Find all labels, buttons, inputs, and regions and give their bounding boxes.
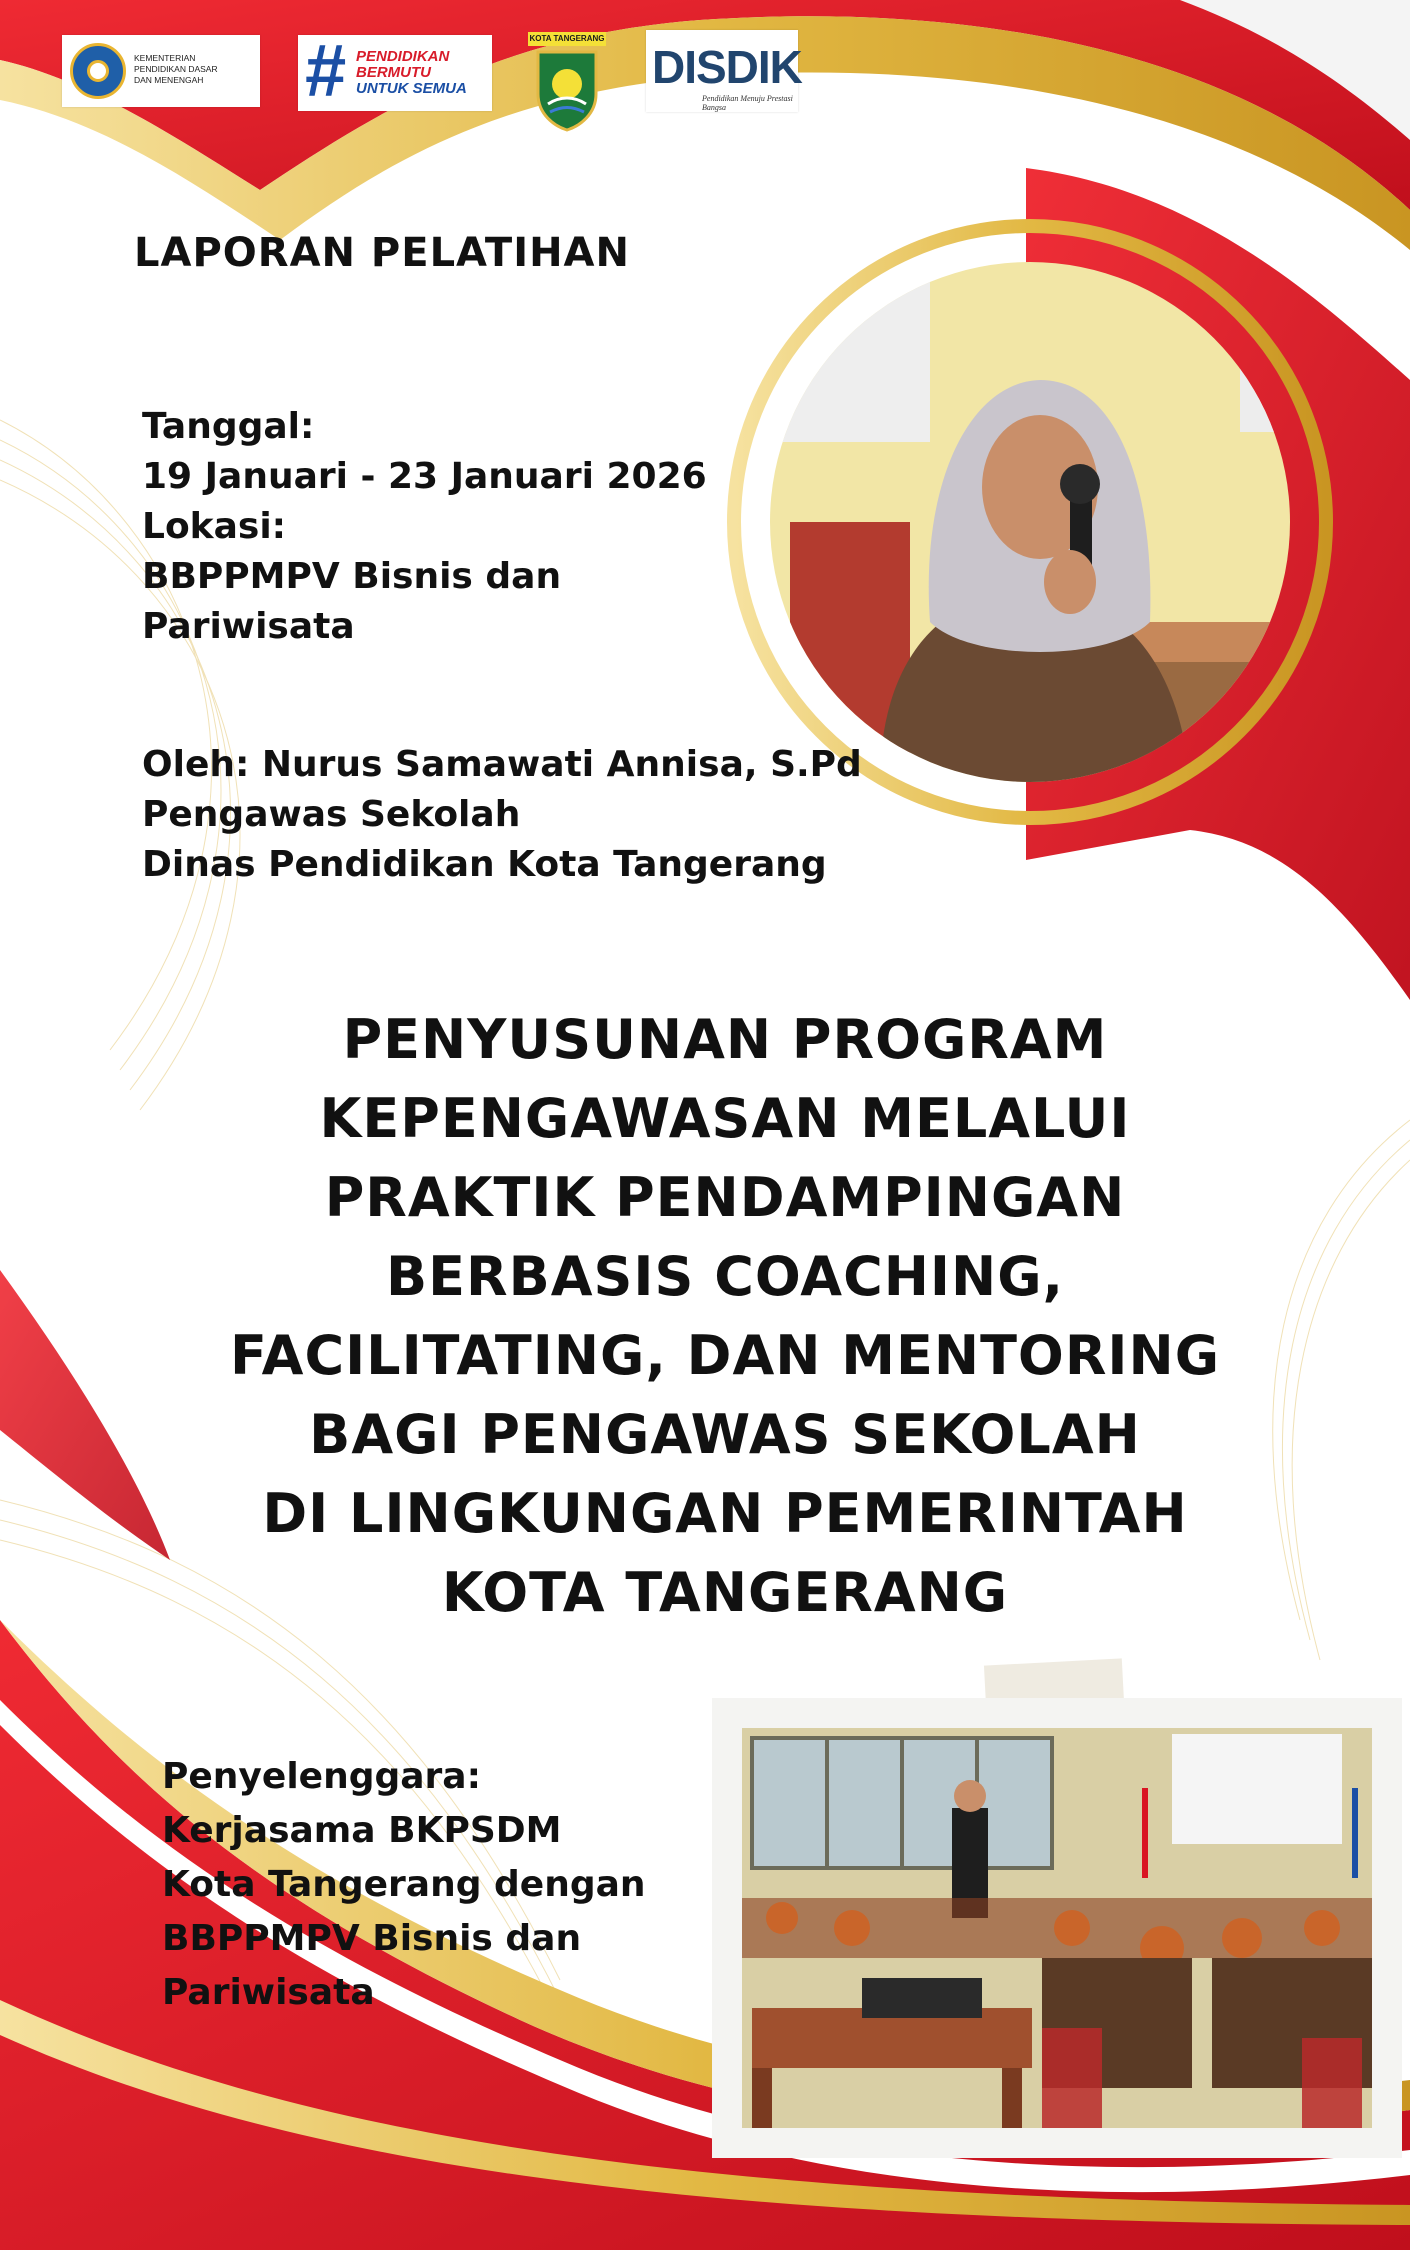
organizer-info bbox=[162, 1750, 646, 2020]
author-role: Pengawas Sekolah bbox=[142, 794, 521, 835]
organizer-line: Pariwisata bbox=[162, 1972, 375, 2013]
hashtag-icon: # bbox=[304, 29, 346, 112]
disdik-logo bbox=[646, 30, 802, 112]
title-line: BAGI PENGAWAS SEKOLAH bbox=[309, 1403, 1141, 1466]
hashtag-word: PENDIDIKAN bbox=[356, 48, 450, 65]
title-line: BERBASIS COACHING, bbox=[385, 1245, 1065, 1308]
logo-text-line: KEMENTERIAN bbox=[134, 53, 196, 63]
title-line: FACILITATING, DAN MENTORING bbox=[229, 1324, 1221, 1387]
classroom-photo bbox=[712, 1698, 1402, 2158]
logo-text-line: PENDIDIKAN DASAR bbox=[134, 64, 218, 74]
author-name: Oleh: Nurus Samawati Annisa, S.Pd bbox=[142, 744, 862, 785]
pendidikan-bermutu-logo bbox=[298, 29, 492, 112]
location-value-line: Pariwisata bbox=[142, 606, 355, 647]
date-value: 19 Januari - 23 Januari 2026 bbox=[142, 456, 707, 497]
hashtag-word: UNTUK SEMUA bbox=[356, 80, 467, 97]
hashtag-word: BERMUTU bbox=[356, 64, 431, 81]
kota-shield-icon bbox=[532, 48, 602, 132]
author-info bbox=[142, 740, 862, 890]
disdik-tagline: Pendidikan Menuju Prestasi Bangsa bbox=[702, 94, 793, 112]
kemendikdasmen-logo bbox=[62, 35, 260, 107]
organizer-label: Penyelenggara: bbox=[162, 1756, 481, 1797]
location-label: Lokasi: bbox=[142, 506, 287, 547]
author-office: Dinas Pendidikan Kota Tangerang bbox=[142, 844, 827, 885]
title-line: KEPENGAWASAN MELALUI bbox=[319, 1087, 1131, 1150]
disdik-wordmark: DISDIK bbox=[652, 41, 802, 93]
event-info bbox=[142, 402, 707, 652]
kota-tangerang-logo bbox=[528, 32, 606, 134]
title-line: PRAKTIK PENDAMPINGAN bbox=[324, 1166, 1126, 1229]
title-line: DI LINGKUNGAN PEMERINTAH bbox=[262, 1482, 1188, 1545]
organizer-line: Kerjasama BKPSDM bbox=[162, 1810, 562, 1851]
location-value-line: BBPPMPV Bisnis dan bbox=[142, 556, 562, 597]
title-line: KOTA TANGERANG bbox=[441, 1561, 1009, 1624]
kota-label: KOTA TANGERANG bbox=[528, 32, 606, 46]
title-line: PENYUSUNAN PROGRAM bbox=[342, 1008, 1108, 1071]
organizer-line: BBPPMPV Bisnis dan bbox=[162, 1918, 582, 1959]
speaker-photo bbox=[770, 262, 1290, 782]
date-label: Tanggal: bbox=[142, 406, 315, 447]
organizer-line: Kota Tangerang dengan bbox=[162, 1864, 646, 1905]
kemendikdasmen-emblem-icon bbox=[70, 43, 126, 99]
main-title bbox=[100, 1000, 1350, 1632]
logo-text-line: DAN MENENGAH bbox=[134, 75, 204, 85]
report-label: LAPORAN PELATIHAN bbox=[134, 230, 630, 276]
